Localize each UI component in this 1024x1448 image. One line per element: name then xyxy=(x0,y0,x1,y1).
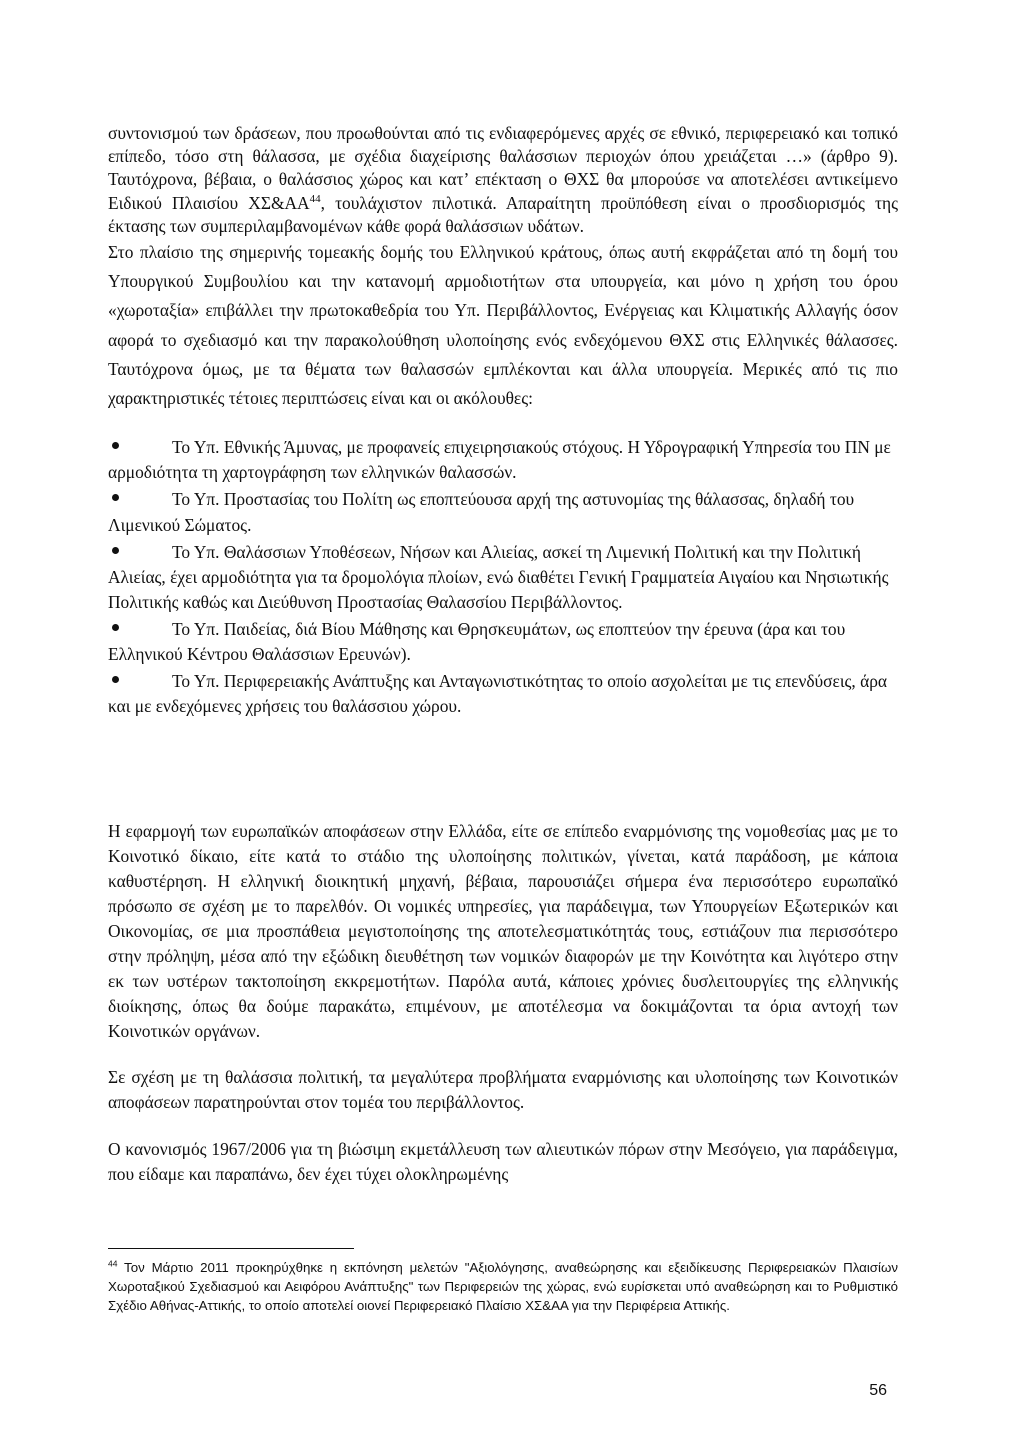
list-item-text: Το Υπ. Εθνικής Άμυνας, με προφανείς επιχειρησιακούς στόχους. Η Υδρογραφική Υπηρεσία του ΠΝ με αρμοδιότητα τη χαρτογράφηση των ελληνικών θαλασσών. xyxy=(108,437,891,483)
footnote-text: Τον Μάρτιο 2011 προκηρύχθηκε η εκπόνηση μελετών "Αξιολόγησης, αναθεώρησης και εξειδίκευσης Περιφερειακών Πλαισίων Χωροταξικού Σχεδιασμού και Αειφόρου Ανάπτυξης" των Περιφερειών της χώρας, ενώ ευρίσκεται υπό αναθεώρηση και το Ρυθμιστικό Σχέδιο Αθήνας-Αττικής, το οποίο αποτελεί οιονεί Περιφερειακό Πλαίσιο ΧΣ&ΑΑ για την Περιφέρεια Αττικής. xyxy=(108,1260,898,1314)
list-item xyxy=(108,435,898,485)
paragraph-intro-text: συντονισμού των δράσεων, που προωθούνται από τις ενδιαφερόμενες αρχές σε εθνικό, περιφερειακό και τοπικό επίπεδο, τόσο στη θάλασσα, με σχέδια διαχείρισης θαλάσσιων περιοχών όπου χρειάζεται …» (άρθρο 9). Ταυτόχρονα, βέβαια, ο θαλάσσιος χώρος και κατ’ επέκταση ο ΘΧΣ θα μπορούσε να αποτελέσει αντικείμενο Ειδικού Πλαισίου ΧΣ&ΑΑ xyxy=(108,123,898,213)
bullet-icon xyxy=(108,443,172,453)
paragraph-intro xyxy=(108,122,898,238)
bullet-icon xyxy=(108,677,172,687)
bullet-icon xyxy=(108,495,172,505)
footnote-separator xyxy=(108,1248,354,1249)
bullet-icon xyxy=(108,548,172,558)
list-item-text: Το Υπ. Περιφερειακής Ανάπτυξης και Ανταγωνιστικότητας το οποίο ασχολείται με τις επενδύσεις, άρα και με ενδεχόμενες χρήσεις του θαλάσσιου χώρου. xyxy=(108,671,887,717)
list-item xyxy=(108,669,898,719)
list-item-text: Το Υπ. Προστασίας του Πολίτη ως εποπτεύουσα αρχή της αστυνομίας της θάλασσας, δηλαδή του Λιμενικού Σώματος. xyxy=(108,489,855,535)
list-item xyxy=(108,617,898,667)
paragraph-intro-tail: , τουλάχιστον πιλοτικά. Απαραίτητη προϋπόθεση είναι ο προσδιορισμός της έκτασης των συμπεριλαμβανομένων κάθε φορά θαλάσσιων υδάτων. xyxy=(108,192,898,236)
paragraph-marine-policy: Σε σχέση με τη θαλάσσια πολιτική, τα μεγαλύτερα προβλήματα εναρμόνισης και υλοποίησης των Κοινοτικών αποφάσεων παρατηρούνται στον τομέα του περιβάλλοντος. xyxy=(108,1067,898,1113)
list-item-text: Το Υπ. Παιδείας, διά Βίου Μάθησης και Θρησκευμάτων, ως εποπτεύον την έρευνα (άρα και του Ελληνικού Κέντρου Θαλάσσιων Ερευνών). xyxy=(108,618,846,664)
paragraph-implementation: Η εφαρμογή των ευρωπαϊκών αποφάσεων στην Ελλάδα, είτε σε επίπεδο εναρμόνισης της νομοθεσίας μας με το Κοινοτικό δίκαιο, είτε κατά το στάδιο της υλοποίησης πολιτικών, γίνεται, κατά παράδοση, με κάποια καθυστέρηση. Η ελληνική διοικητική μηχανή, βέβαια, παρουσιάζει σήμερα ένα περισσότερο ευρωπαϊκό πρόσωπο σε σχέση με το παρελθόν. Οι νομικές υπηρεσίες, για παράδειγμα, των Υπουργείων Εξωτερικών και Οικονομίας, σε μια προσπάθεια μεγιστοποίησης της αποτελεσματικότητάς τους, εστιάζουν πια περισσότερο στην πρόληψη, μέσα από την εξώδικη διευθέτηση των νομικών διαφορών με την Κοινότητα και λιγότερο στην εκ των υστέρων τακτοποίηση εκκρεμοτήτων. Παρόλα αυτά, κάποιες χρόνιες δυσλειτουργίες της ελληνικής διοίκησης, όπως θα δούμε παρακάτω, επιμένουν, με αποτέλεσμα να δοκιμάζονται τα όρια αντοχή των Κοινοτικών οργάνων. xyxy=(108,821,898,1041)
paragraph-regulation: Ο κανονισμός 1967/2006 για τη βιώσιμη εκμετάλλευση των αλιευτικών πόρων στην Μεσόγειο, για παράδειγμα, που είδαμε και παραπάνω, δεν έχει τύχει ολοκληρωμένης xyxy=(108,1139,898,1184)
paragraph-ministries: Στο πλαίσιο της σημερινής τομεακής δομής του Ελληνικού κράτους, όπως αυτή εκφράζεται από τη δομή του Υπουργικού Συμβουλίου και την κατανομή αρμοδιοτήτων στα υπουργεία, και μόνο η χρήση του όρου «χωροταξία» επιβάλλει την πρωτοκαθεδρία του Υπ. Περιβάλλοντος, Ενέργειας και Κλιματικής Αλλαγής όσον αφορά το σχεδιασμό και την παρακολούθηση υλοποίησης ενός ενδεχόμενου ΘΧΣ στις Ελληνικές θάλασσες. Ταυτόχρονα όμως, με τα θέματα των θαλασσών εμπλέκονται και άλλα υπουργεία. Μερικές από τις πιο χαρακτηριστικές τέτοιες περιπτώσεις είναι και οι ακόλουθες: xyxy=(108,242,898,409)
page-body xyxy=(108,122,898,1186)
page-number: 56 xyxy=(869,1382,887,1399)
bullet-icon xyxy=(108,625,172,635)
footnote xyxy=(108,1258,898,1316)
footnote-number: 44 xyxy=(108,1258,118,1269)
footnote-ref[interactable]: 44 xyxy=(309,192,321,205)
ministry-list xyxy=(108,435,898,719)
list-item xyxy=(108,487,898,537)
list-item-text: Το Υπ. Θαλάσσιων Υποθέσεων, Νήσων και Αλιείας, ασκεί τη Λιμενική Πολιτική και την Πολιτική Αλιείας, έχει αρμοδιότητα για τα δρομολόγια πλοίων, ενώ διαθέτει Γενική Γραμματεία Αιγαίου και Νησιωτικής Πολιτικής καθώς και Διεύθυνση Προστασίας Θαλασσίου Περιβάλλοντος. xyxy=(108,541,889,612)
blank-space xyxy=(108,721,898,819)
list-item xyxy=(108,540,898,615)
